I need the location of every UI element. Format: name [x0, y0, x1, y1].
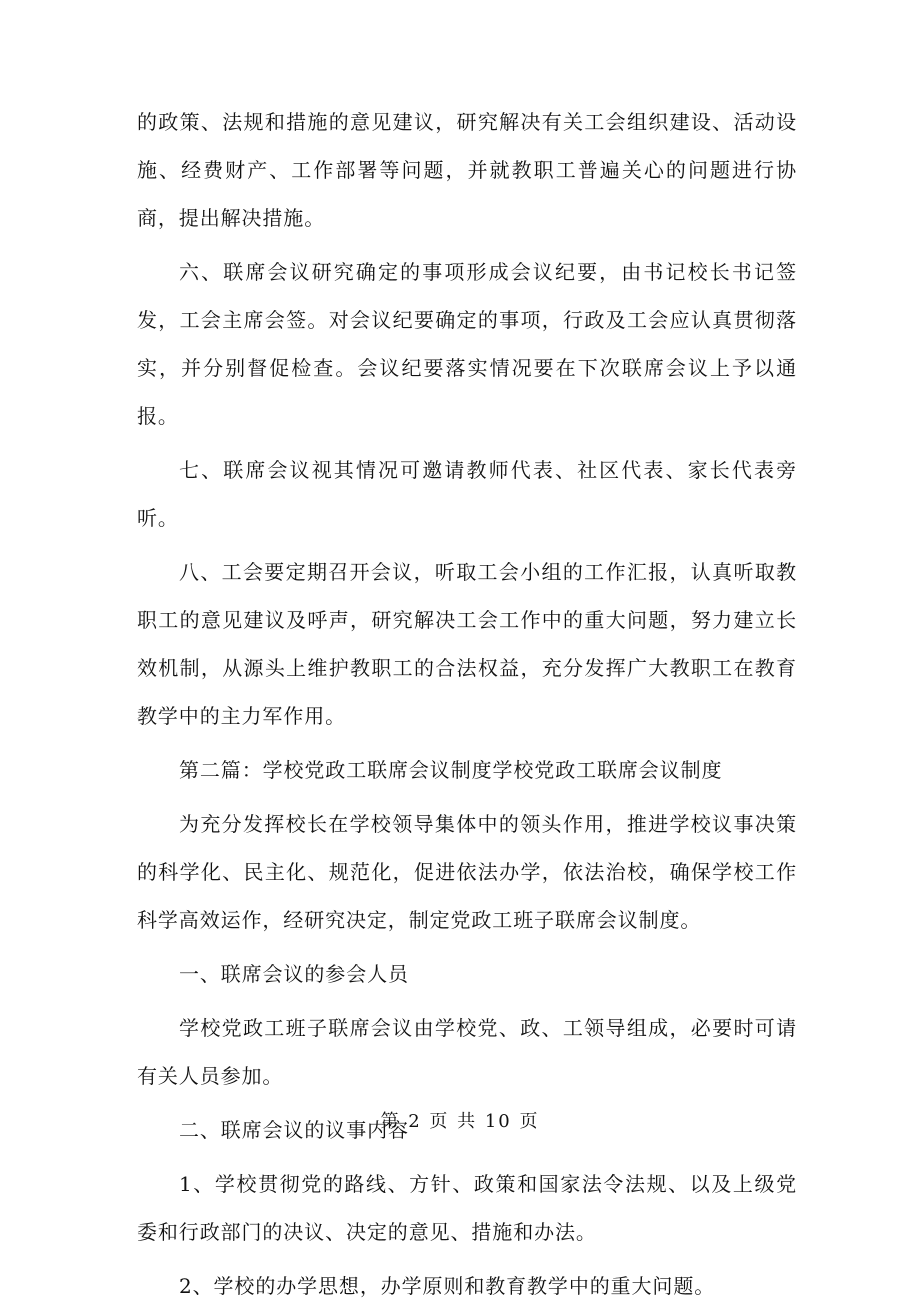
page-footer: 第 2 页 共 10 页: [380, 1111, 540, 1132]
paragraph-agenda-2: 2、学校的办学思想，办学原则和教育教学中的重大问题。: [179, 1274, 716, 1298]
paragraph-participants: 学校党政工班子联席会议由学校党、政、工领导组成，必要时可请有关人员参加。: [137, 1016, 797, 1088]
section-title: 第二篇：学校党政工联席会议制度学校党政工联席会议制度: [179, 758, 723, 782]
paragraph-item-6: 六、联席会议研究确定的事项形成会议纪要，由书记校长书记签发，工会主席会签。对会议纪要确定的事项，行政及工会应认真贯彻落实，并分别督促检查。会议纪要落实情况要在下次联席会议上予以通报。: [137, 260, 797, 428]
document-body: [137, 98, 797, 1316]
paragraph-item-8: 八、工会要定期召开会议，听取工会小组的工作汇报，认真听取教职工的意见建议及呼声，研究解决工会工作中的重大问题，努力建立长效机制，从源头上维护教职工的合法权益，充分发挥广大教职工在教育教学中的主力军作用。: [137, 560, 797, 728]
paragraph-agenda-1: 1、学校贯彻党的路线、方针、政策和国家法令法规、以及上级党委和行政部门的决议、决定的意见、措施和办法。: [137, 1172, 797, 1244]
subheading-participants: 一、联席会议的参会人员: [179, 962, 409, 986]
subheading-agenda: 二、联席会议的议事内容: [179, 1118, 409, 1142]
paragraph-intro: 为充分发挥校长在学校领导集体中的领头作用，推进学校议事决策的科学化、民主化、规范化，促进依法办学，依法治校，确保学校工作科学高效运作，经研究决定，制定党政工班子联席会议制度。: [137, 812, 797, 932]
paragraph-continuation: 的政策、法规和措施的意见建议，研究解决有关工会组织建设、活动设施、经费财产、工作部署等问题，并就教职工普遍关心的问题进行协商，提出解决措施。: [137, 110, 797, 230]
paragraph-item-7: 七、联席会议视其情况可邀请教师代表、社区代表、家长代表旁听。: [137, 458, 797, 530]
